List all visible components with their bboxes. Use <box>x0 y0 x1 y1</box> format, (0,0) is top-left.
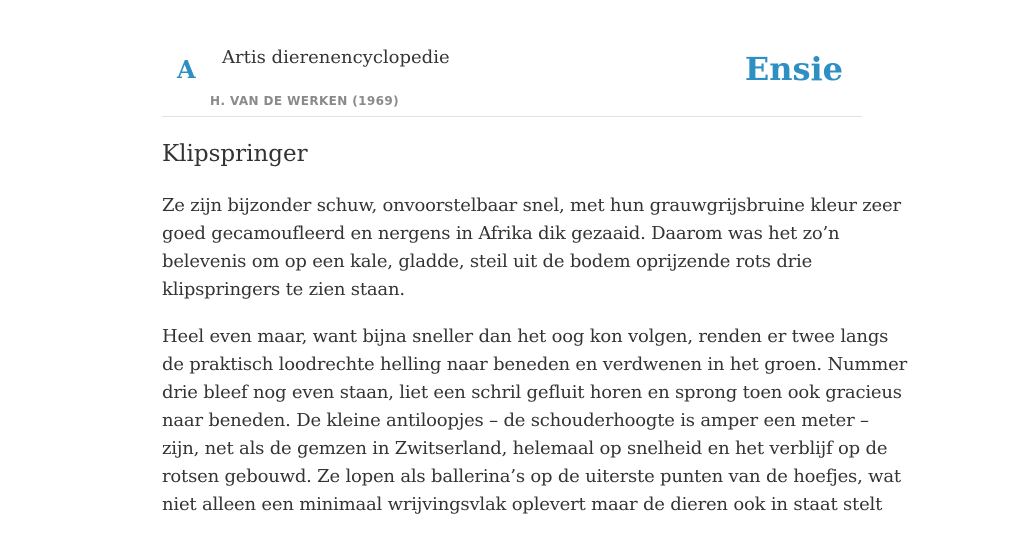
paragraph-line: zijn, net als de gemzen in Zwitserland, helemaal op snelheid en het verblijf op de <box>162 438 888 459</box>
paragraph-line: klipspringers te zien staan. <box>162 279 405 300</box>
paragraph-line: naar beneden. De kleine antiloopjes – de schouderhoogte is amper een meter – <box>162 410 869 431</box>
letter-index-link[interactable]: A <box>177 55 196 84</box>
paragraph-line: Ze zijn bijzonder schuw, onvoorstelbaar snel, met hun grauwgrijsbruine kleur zeer <box>162 195 901 216</box>
article-title: Klipspringer <box>162 141 308 167</box>
article-body <box>162 192 908 538</box>
paragraph-line: rotsen gebouwd. Ze lopen als ballerina’s op de uiterste punten van de hoefjes, wat <box>162 466 901 487</box>
page <box>162 0 908 515</box>
paragraph-line: belevenis om op een kale, gladde, steil uit de bodem oprijzende rots drie <box>162 251 813 272</box>
paragraph-1 <box>162 192 901 304</box>
header <box>162 0 862 117</box>
author-label: H. VAN DE WERKEN (1969) <box>210 94 400 108</box>
paragraph-line: de praktisch loodrechte helling naar beneden en verdwenen in het groen. Nummer <box>162 354 908 375</box>
paragraph-line: drie bleef nog even staan, liet een schril gefluit horen en sprong toen ook gracieus <box>162 382 902 403</box>
book-title-link[interactable]: Artis dierenencyclopedie <box>222 47 450 68</box>
ensie-logo[interactable]: Ensie <box>744 50 843 88</box>
paragraph-line: goed gecamoufleerd en nergens in Afrika dik gezaaid. Daarom was het zo’n <box>162 223 840 244</box>
paragraph-line: Heel even maar, want bijna sneller dan het oog kon volgen, renden er twee langs <box>162 326 889 347</box>
paragraph-line: niet alleen een minimaal wrijvingsvlak oplevert maar de dieren ook in staat stelt <box>162 494 883 515</box>
paragraph-2 <box>162 323 908 519</box>
